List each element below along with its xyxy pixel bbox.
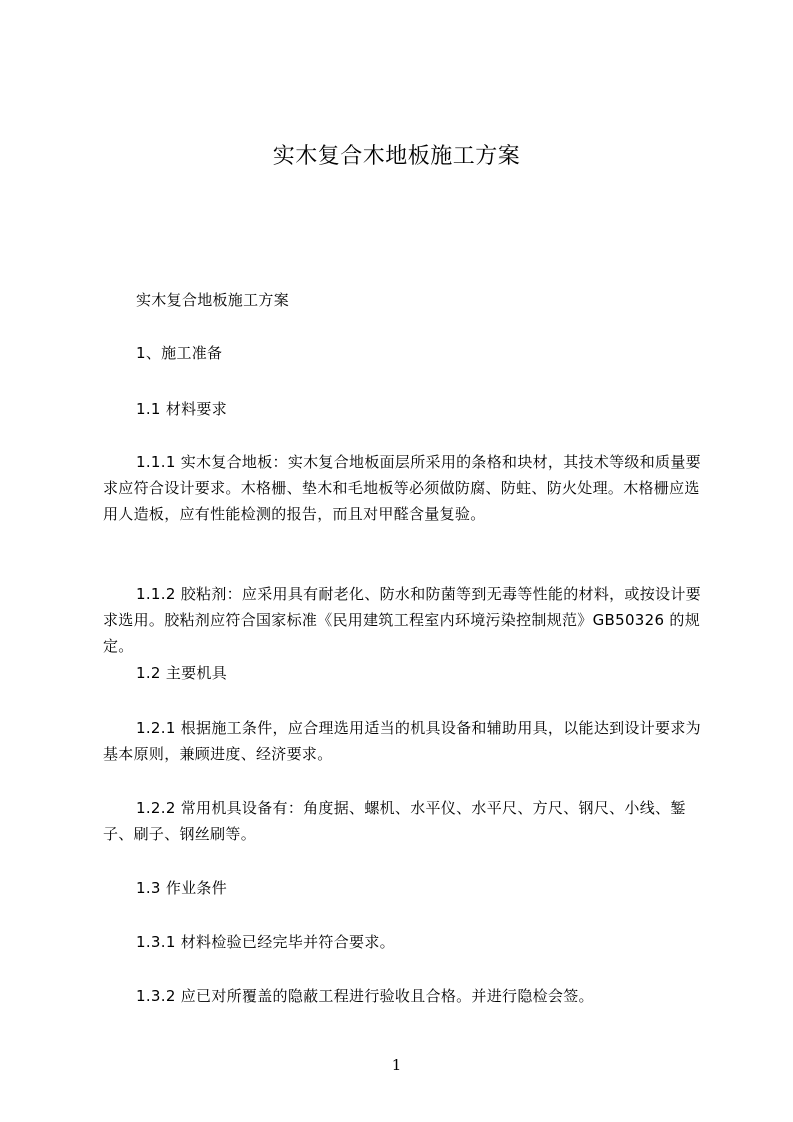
document-title: 实木复合木地板施工方案 <box>272 144 521 169</box>
page-number: 1 <box>391 1056 402 1074</box>
paragraph-1-3-1: 1.3.1 材料检验已经完毕并符合要求。 <box>136 933 395 951</box>
paragraph-subtitle: 实木复合地板施工方案 <box>136 291 290 309</box>
heading-main-tools: 1.2 主要机具 <box>136 664 228 682</box>
paragraph-1-2-2: 1.2.2 常用机具设备有：角度据、螺机、水平仪、水平尺、方尺、钢尺、小线、錾子、刷子、钢丝刷等。 <box>103 799 686 843</box>
paragraph-1-1-2: 1.1.2 胶粘剂：应采用具有耐老化、防水和防菌等到无毒等性能的材料，或按设计要求选用。胶粘剂应符合国家标准《民用建筑工程室内环境污染控制规范》GB50326 的规定。 <box>103 585 701 655</box>
paragraph-1-1-1: 1.1.1 实木复合地板：实木复合地板面层所采用的条格和块材，其技术等级和质量要求应符合设计要求。木格栅、垫木和毛地板等必须做防腐、防蛀、防火处理。木格栅应选用人造板，应有性能检测的报告，而且对甲醛含量复验。 <box>103 453 701 523</box>
paragraph-1-2-1: 1.2.1 根据施工条件，应合理选用适当的机具设备和辅助用具，以能达到设计要求为基本原则，兼顾进度、经济要求。 <box>103 719 701 763</box>
heading-material-requirements: 1.1 材料要求 <box>136 400 228 418</box>
heading-construction-preparation: 1、施工准备 <box>136 344 223 362</box>
paragraph-1-3-2: 1.3.2 应已对所覆盖的隐蔽工程进行验收且合格。并进行隐检会签。 <box>136 987 594 1005</box>
heading-work-conditions: 1.3 作业条件 <box>136 879 228 897</box>
